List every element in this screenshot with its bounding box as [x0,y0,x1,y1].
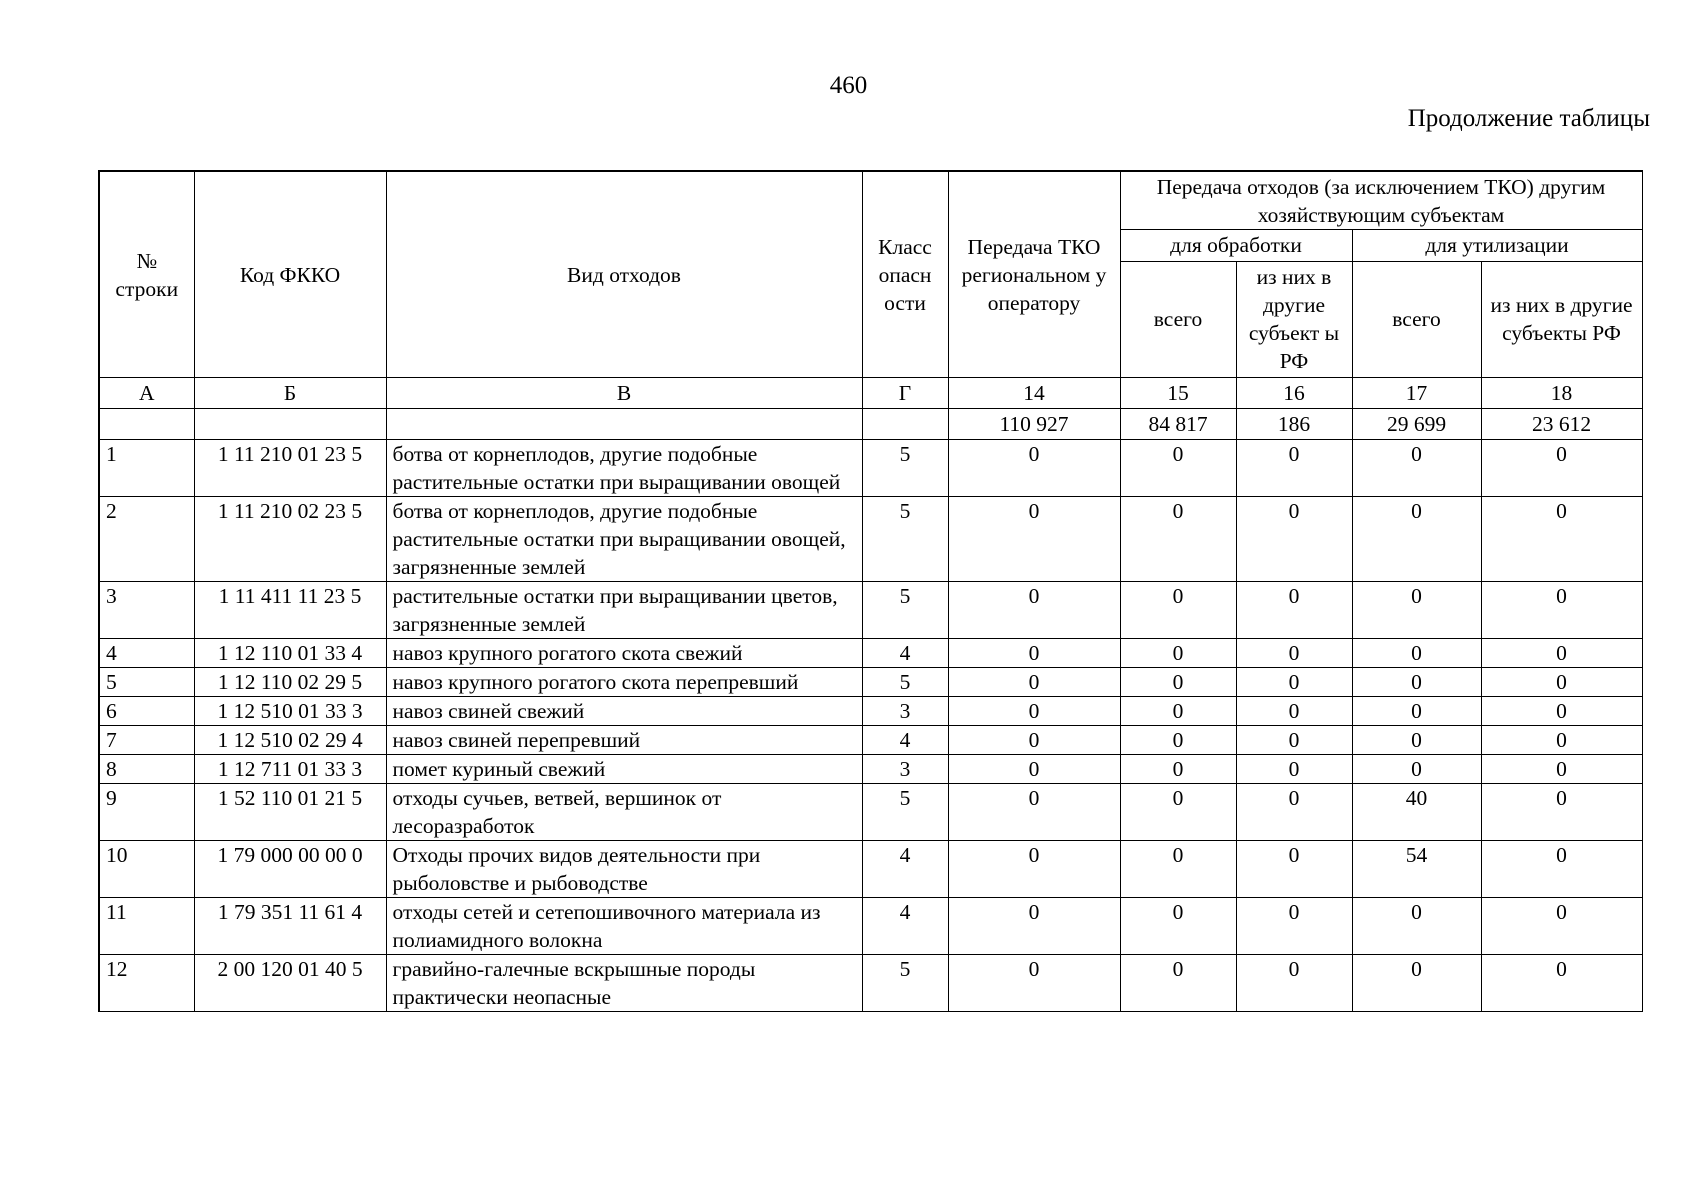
processing-total-cell: 0 [1120,697,1236,726]
utilization-other-subjects-cell: 0 [1481,582,1642,639]
fkko-code-cell: 1 52 110 01 21 5 [194,784,386,841]
table-row [99,639,1642,668]
processing-total-cell: 0 [1120,841,1236,898]
table-row [99,755,1642,784]
processing-other-subjects-cell: 0 [1236,955,1352,1012]
table-row [99,440,1642,497]
column-letter: 14 [948,378,1120,409]
processing-total-cell: 0 [1120,582,1236,639]
utilization-total-cell: 0 [1352,955,1481,1012]
hazard-class-cell: 4 [862,726,948,755]
total-cell: 29 699 [1352,409,1481,440]
hazard-class-cell: 5 [862,784,948,841]
processing-other-subjects-cell: 0 [1236,440,1352,497]
row-number-cell: 4 [99,639,194,668]
transfer-tko-cell: 0 [948,898,1120,955]
transfer-tko-cell: 0 [948,755,1120,784]
processing-total-cell: 0 [1120,784,1236,841]
hazard-class-cell: 4 [862,898,948,955]
fkko-code-cell: 1 12 110 01 33 4 [194,639,386,668]
hazard-class-cell: 5 [862,440,948,497]
waste-type-cell: отходы сучьев, ветвей, вершинок от лесоразработок [386,784,862,841]
total-cell [386,409,862,440]
column-letter: А [99,378,194,409]
utilization-other-subjects-cell: 0 [1481,697,1642,726]
waste-type-cell: навоз крупного рогатого скота свежий [386,639,862,668]
table-row [99,726,1642,755]
processing-total-cell: 0 [1120,497,1236,582]
hazard-class-cell: 5 [862,497,948,582]
fkko-code-cell: 1 11 210 02 23 5 [194,497,386,582]
utilization-total-cell: 40 [1352,784,1481,841]
table-row [99,841,1642,898]
table-row [99,898,1642,955]
processing-total-cell: 0 [1120,726,1236,755]
waste-type-cell: навоз крупного рогатого скота перепревший [386,668,862,697]
header-for-processing: для обработки [1120,230,1352,262]
fkko-code-cell: 1 79 351 11 61 4 [194,898,386,955]
utilization-other-subjects-cell: 0 [1481,898,1642,955]
total-cell: 186 [1236,409,1352,440]
header-hazard-class: Класс опасн ости [862,171,948,378]
table-row [99,497,1642,582]
waste-type-cell: растительные остатки при выращивании цветов, загрязненные землей [386,582,862,639]
processing-total-cell: 0 [1120,755,1236,784]
hazard-class-cell: 4 [862,639,948,668]
page-number: 460 [829,72,868,99]
fkko-code-cell: 1 11 210 01 23 5 [194,440,386,497]
waste-type-cell: отходы сетей и сетепошивочного материала из полиамидного волокна [386,898,862,955]
fkko-code-cell: 1 11 411 11 23 5 [194,582,386,639]
utilization-total-cell: 0 [1352,582,1481,639]
utilization-total-cell: 0 [1352,639,1481,668]
fkko-code-cell: 1 12 510 02 29 4 [194,726,386,755]
totals-row [99,409,1642,440]
column-letter: 18 [1481,378,1642,409]
row-number-cell: 12 [99,955,194,1012]
header-processing-other-subjects: из них в другие субъект ы РФ [1236,261,1352,377]
table-row [99,697,1642,726]
transfer-tko-cell: 0 [948,582,1120,639]
utilization-other-subjects-cell: 0 [1481,726,1642,755]
utilization-total-cell: 54 [1352,841,1481,898]
column-letter: Б [194,378,386,409]
waste-table [98,170,1643,1012]
processing-other-subjects-cell: 0 [1236,697,1352,726]
processing-other-subjects-cell: 0 [1236,755,1352,784]
utilization-other-subjects-cell: 0 [1481,755,1642,784]
header-waste-type: Вид отходов [386,171,862,378]
transfer-tko-cell: 0 [948,697,1120,726]
table-row [99,668,1642,697]
table-row [99,582,1642,639]
hazard-class-cell: 4 [862,841,948,898]
transfer-tko-cell: 0 [948,955,1120,1012]
header-row-no: № строки [99,171,194,378]
transfer-tko-cell: 0 [948,841,1120,898]
processing-other-subjects-cell: 0 [1236,668,1352,697]
column-letter: В [386,378,862,409]
utilization-other-subjects-cell: 0 [1481,841,1642,898]
column-letter: 16 [1236,378,1352,409]
utilization-other-subjects-cell: 0 [1481,784,1642,841]
row-number-cell: 7 [99,726,194,755]
hazard-class-cell: 5 [862,955,948,1012]
processing-other-subjects-cell: 0 [1236,582,1352,639]
transfer-tko-cell: 0 [948,726,1120,755]
row-number-cell: 10 [99,841,194,898]
utilization-other-subjects-cell: 0 [1481,668,1642,697]
processing-other-subjects-cell: 0 [1236,639,1352,668]
processing-other-subjects-cell: 0 [1236,497,1352,582]
waste-type-cell: навоз свиней перепревший [386,726,862,755]
row-number-cell: 5 [99,668,194,697]
fkko-code-cell: 2 00 120 01 40 5 [194,955,386,1012]
row-number-cell: 1 [99,440,194,497]
transfer-tko-cell: 0 [948,784,1120,841]
waste-type-cell: ботва от корнеплодов, другие подобные растительные остатки при выращивании овощей [386,440,862,497]
waste-type-cell: навоз свиней свежий [386,697,862,726]
hazard-class-cell: 5 [862,668,948,697]
row-number-cell: 11 [99,898,194,955]
processing-other-subjects-cell: 0 [1236,726,1352,755]
row-number-cell: 8 [99,755,194,784]
fkko-code-cell: 1 12 510 01 33 3 [194,697,386,726]
processing-other-subjects-cell: 0 [1236,784,1352,841]
header-code: Код ФККО [194,171,386,378]
continuation-label: Продолжение таблицы [1407,105,1650,132]
transfer-tko-cell: 0 [948,497,1120,582]
transfer-tko-cell: 0 [948,440,1120,497]
utilization-total-cell: 0 [1352,440,1481,497]
transfer-tko-cell: 0 [948,668,1120,697]
utilization-total-cell: 0 [1352,726,1481,755]
processing-other-subjects-cell: 0 [1236,898,1352,955]
header-for-utilization: для утилизации [1352,230,1642,262]
waste-type-cell: ботва от корнеплодов, другие подобные растительные остатки при выращивании овощей, загрязненные землей [386,497,862,582]
fkko-code-cell: 1 12 711 01 33 3 [194,755,386,784]
transfer-tko-cell: 0 [948,639,1120,668]
fkko-code-cell: 1 12 110 02 29 5 [194,668,386,697]
utilization-total-cell: 0 [1352,755,1481,784]
processing-total-cell: 0 [1120,955,1236,1012]
utilization-other-subjects-cell: 0 [1481,639,1642,668]
waste-type-cell: помет куриный свежий [386,755,862,784]
table-row [99,784,1642,841]
utilization-total-cell: 0 [1352,668,1481,697]
total-cell [862,409,948,440]
header-utilization-other-subjects: из них в другие субъекты РФ [1481,261,1642,377]
row-number-cell: 9 [99,784,194,841]
waste-type-cell: Отходы прочих видов деятельности при рыболовстве и рыбоводстве [386,841,862,898]
processing-other-subjects-cell: 0 [1236,841,1352,898]
utilization-total-cell: 0 [1352,497,1481,582]
processing-total-cell: 0 [1120,639,1236,668]
column-letter: Г [862,378,948,409]
total-cell: 23 612 [1481,409,1642,440]
hazard-class-cell: 3 [862,755,948,784]
column-letters-row [99,378,1642,409]
utilization-other-subjects-cell: 0 [1481,497,1642,582]
column-letter: 17 [1352,378,1481,409]
utilization-other-subjects-cell: 0 [1481,440,1642,497]
total-cell: 84 817 [1120,409,1236,440]
row-number-cell: 6 [99,697,194,726]
hazard-class-cell: 5 [862,582,948,639]
header-utilization-total: всего [1352,261,1481,377]
total-cell: 110 927 [948,409,1120,440]
column-letter: 15 [1120,378,1236,409]
table-row [99,955,1642,1012]
fkko-code-cell: 1 79 000 00 00 0 [194,841,386,898]
utilization-other-subjects-cell: 0 [1481,955,1642,1012]
header-processing-total: всего [1120,261,1236,377]
header-transfer-tko: Передача ТКО региональном у оператору [948,171,1120,378]
utilization-total-cell: 0 [1352,697,1481,726]
row-number-cell: 3 [99,582,194,639]
header-transfer-other: Передача отходов (за исключением ТКО) другим хозяйствующим субъектам [1120,171,1642,230]
hazard-class-cell: 3 [862,697,948,726]
utilization-total-cell: 0 [1352,898,1481,955]
waste-type-cell: гравийно-галечные вскрышные породы практически неопасные [386,955,862,1012]
processing-total-cell: 0 [1120,668,1236,697]
row-number-cell: 2 [99,497,194,582]
total-cell [194,409,386,440]
total-cell [99,409,194,440]
processing-total-cell: 0 [1120,898,1236,955]
processing-total-cell: 0 [1120,440,1236,497]
